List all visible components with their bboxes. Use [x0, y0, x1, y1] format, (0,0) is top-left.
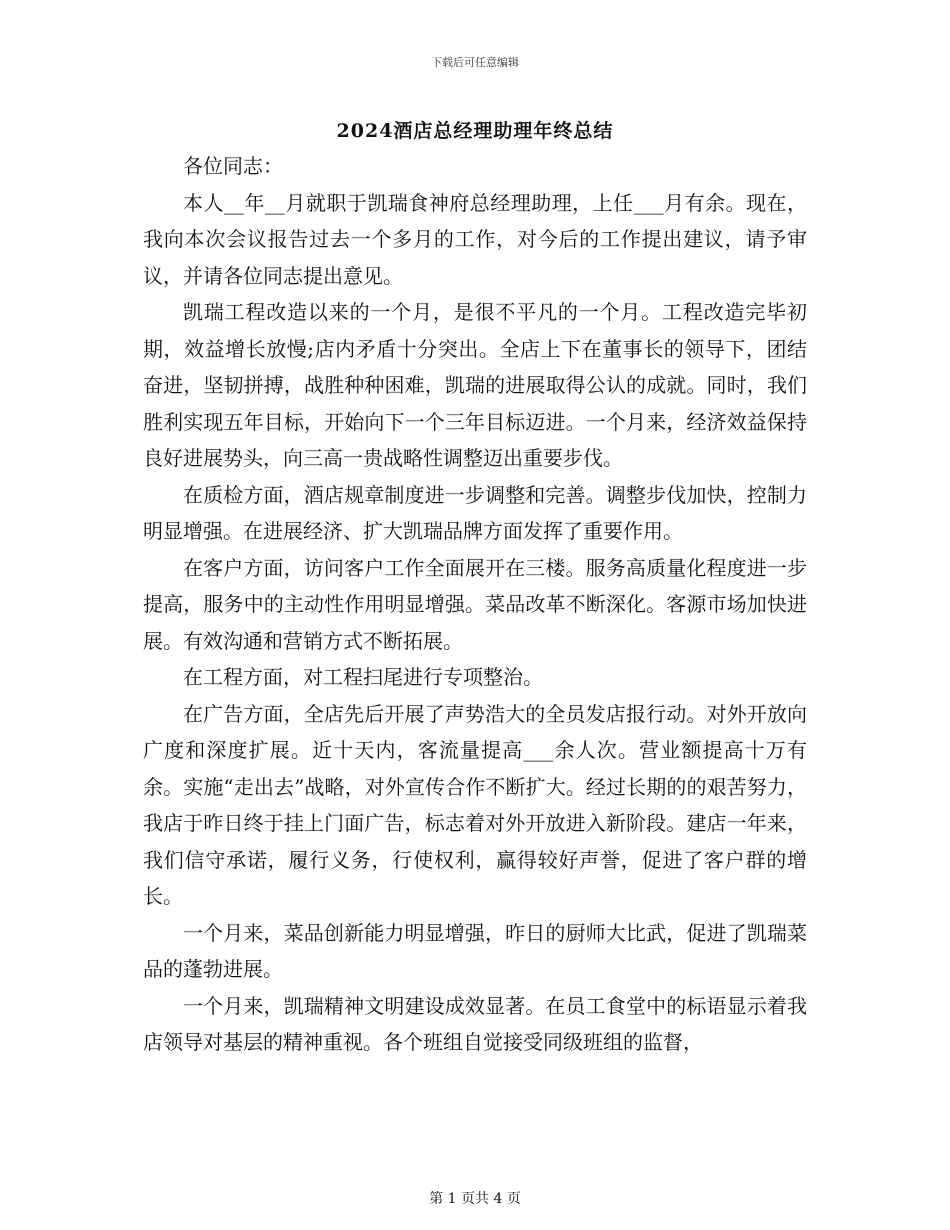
body-paragraph: 一个月来，菜品创新能力明显增强，昨日的厨师大比武，促进了凯瑞菜品的蓬勃进展。: [143, 920, 807, 981]
header-note: 下载后可任意编辑: [431, 56, 519, 69]
body-paragraph: 一个月来，凯瑞精神文明建设成效显著。在员工食堂中的标语显示着我店领导对基层的精神重视。各个班组自觉接受同级班组的监督，: [143, 993, 807, 1054]
document-title: 2024酒店总经理助理年终总结: [336, 120, 614, 142]
footer-middle: 页共: [461, 1191, 489, 1207]
footer-total-pages: 4: [493, 1191, 503, 1207]
body-paragraph: 在广告方面，全店先后开展了声势浩大的全员发店报行动。对外开放向广度和深度扩展。近十天内，客流量提高___余人次。营业额提高十万有余。实施“走出去”战略，对外宣传合作不断扩大。经过长期的的艰苦努力，我店于昨日终于挂上门面广告，标志着对外开放进入新阶段。建店一年来，我们信守承诺，履行义务，行使权利，赢得较好声誉，促进了客户群的增长。: [143, 701, 807, 908]
salutation-paragraph: 各位同志：: [183, 154, 283, 178]
footer-prefix: 第: [429, 1191, 444, 1207]
footer-page-number: 1: [447, 1191, 457, 1207]
document-body: [143, 148, 807, 1061]
body-paragraph: 凯瑞工程改造以来的一个月，是很不平凡的一个月。工程改造完毕初期，效益增长放慢;店内矛盾十分突出。全店上下在董事长的领导下，团结奋进，坚韧拼搏，战胜种种困难，凯瑞的进展取得公认的成就。同时，我们胜利实现五年目标，开始向下一个三年目标迈进。一个月来，经济效益保持良好进展势头，向三高一贵战略性调整迈出重要步伐。: [143, 300, 807, 470]
body-paragraph: 本人__年__月就职于凯瑞食神府总经理助理，上任___月有余。现在，我向本次会议报告过去一个多月的工作，对今后的工作提出建议，请予审议，并请各位同志提出意见。: [143, 190, 807, 288]
page-footer: [0, 1188, 950, 1208]
footer-suffix: 页: [506, 1191, 521, 1207]
body-paragraph: 在工程方面，对工程扫尾进行专项整治。: [183, 665, 543, 689]
body-paragraph: 在客户方面，访问客户工作全面展开在三楼。服务高质量化程度进一步提高，服务中的主动性作用明显增强。菜品改革不断深化。客源市场加快进展。有效沟通和营销方式不断拓展。: [143, 555, 807, 653]
body-paragraph: 在质检方面，酒店规章制度进一步调整和完善。调整步伐加快，控制力明显增强。在进展经济、扩大凯瑞品牌方面发挥了重要作用。: [143, 482, 807, 543]
